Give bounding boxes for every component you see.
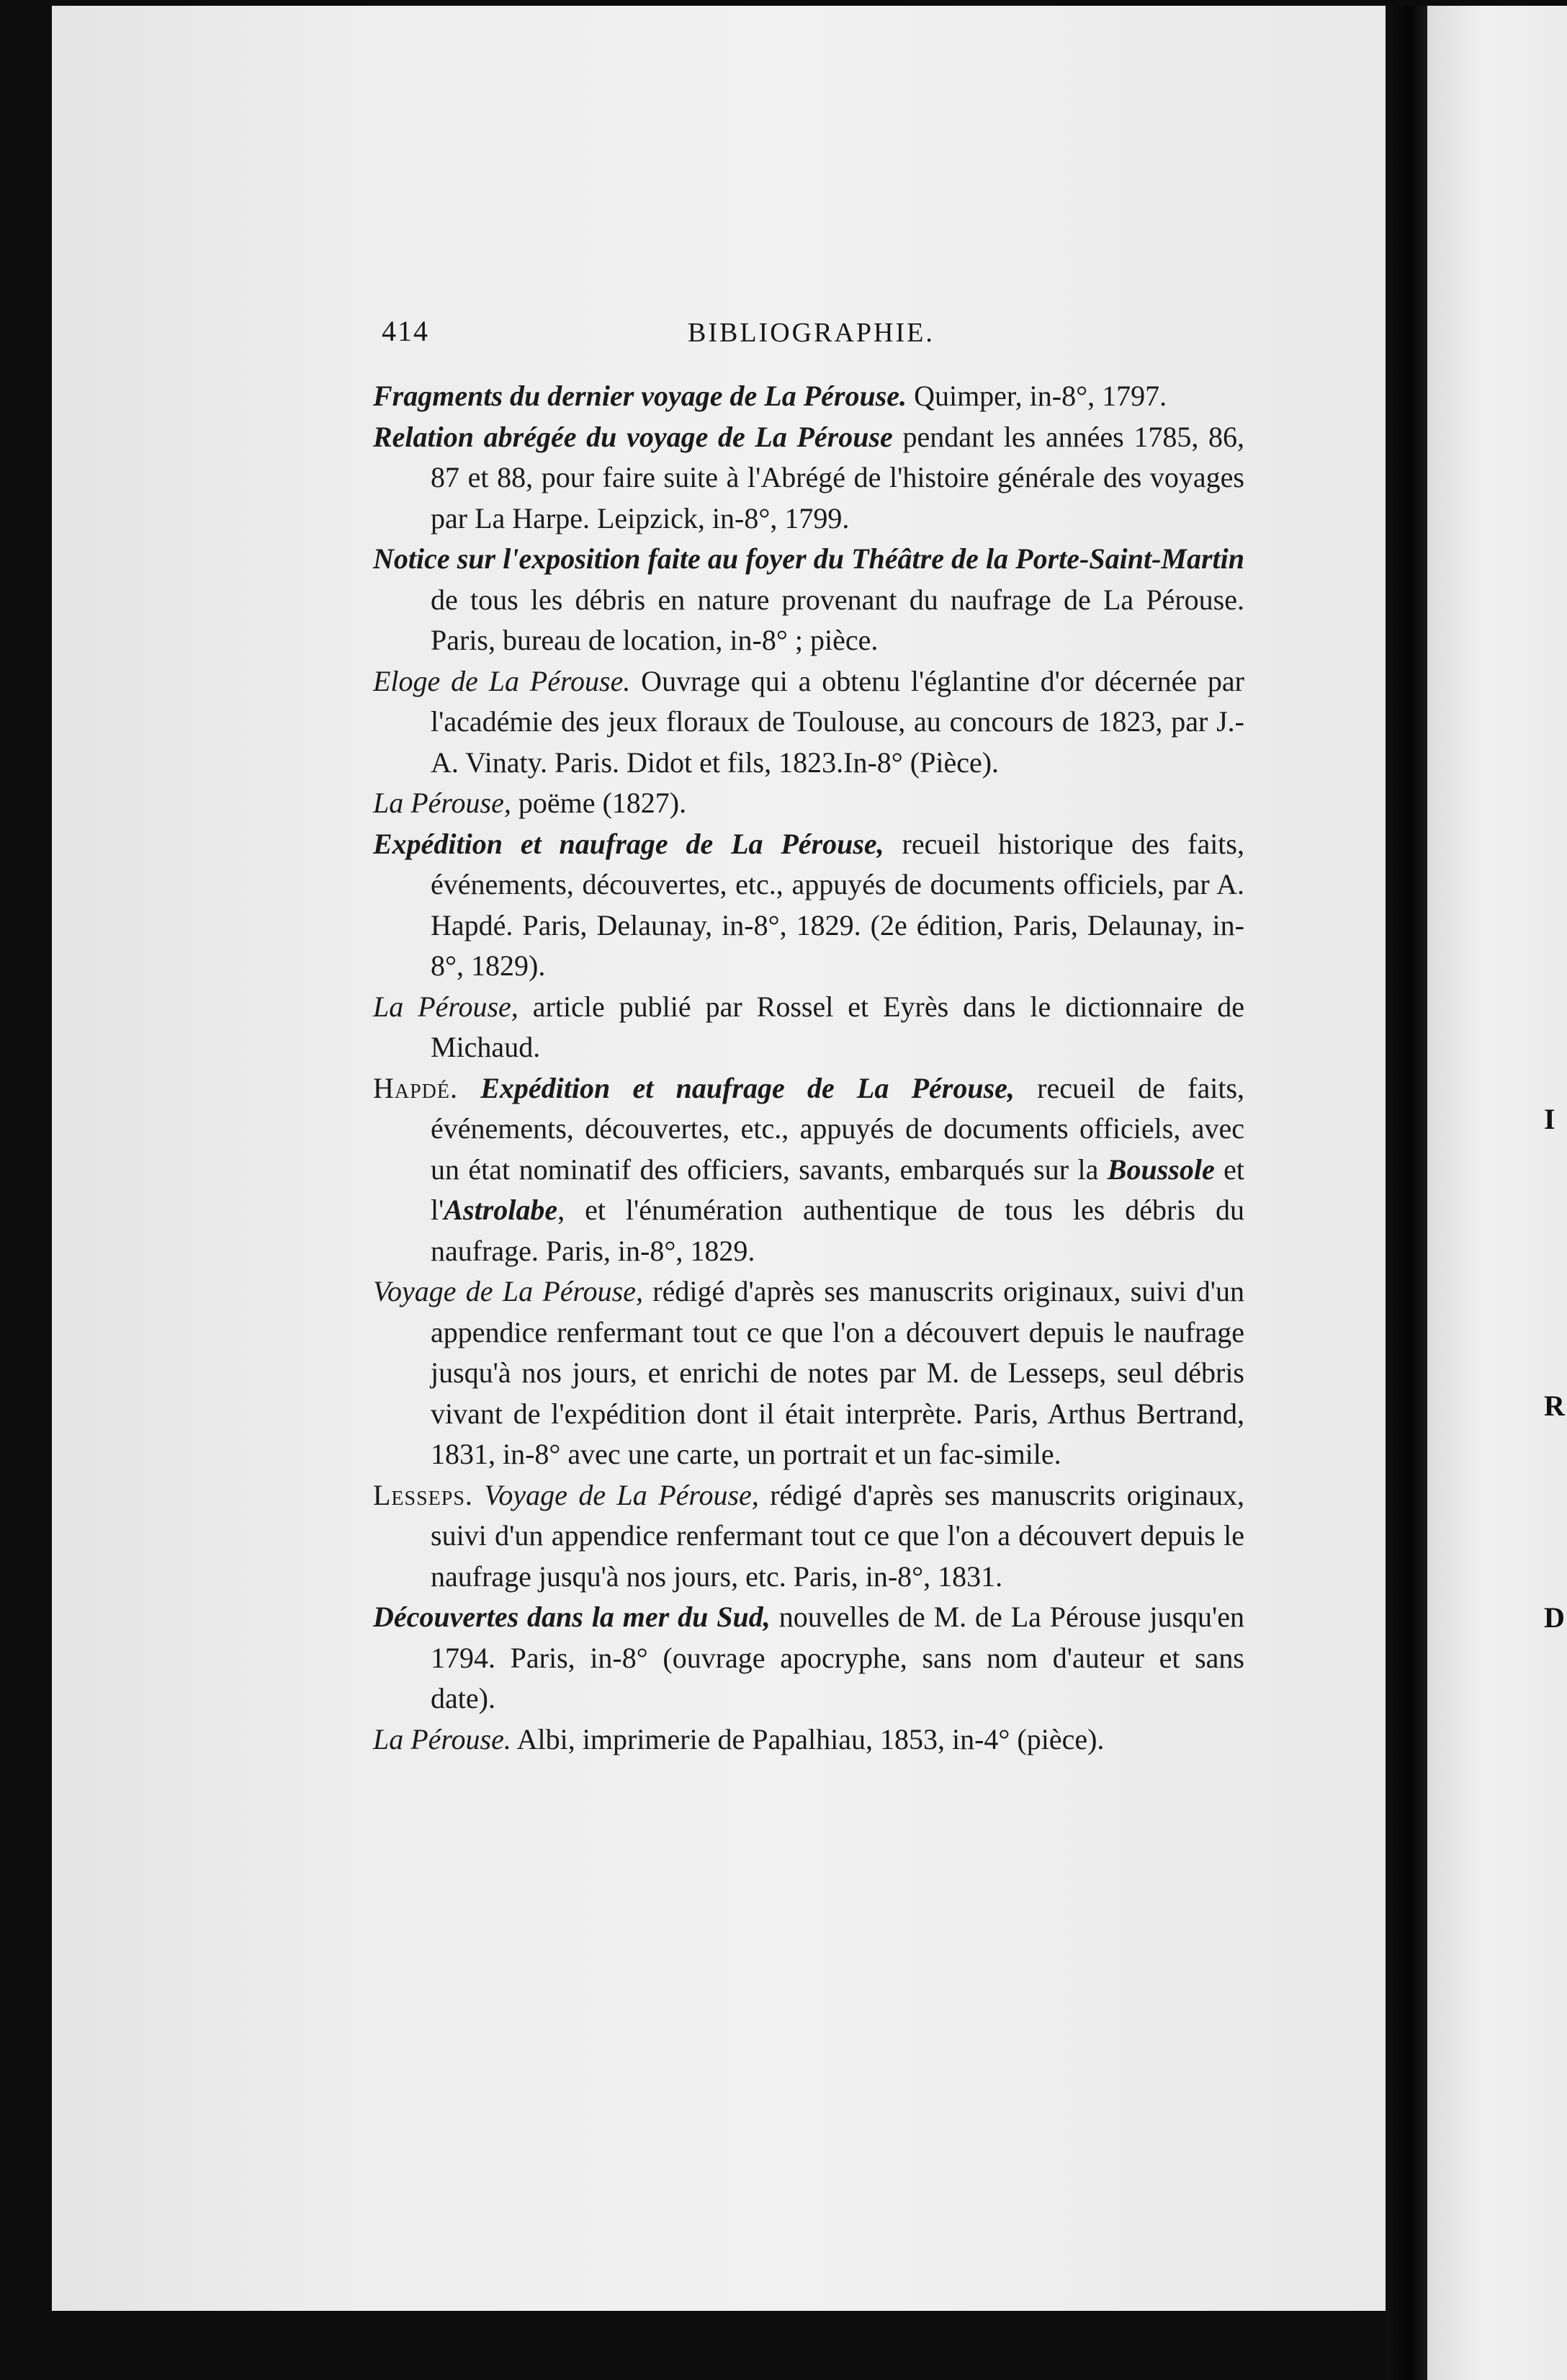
bibliography-entry [373,824,1244,987]
entry-details: , et l'énumération authentique de tous les débris du naufrage. Paris, in-8°, 1829. [431,1194,1244,1267]
entry-title: Eloge de La Pérouse. [373,664,631,697]
book-gutter [1386,6,1427,2380]
entry-author: Hapdé. [373,1071,459,1104]
bibliography-entry [373,539,1244,661]
entry-title: Notice sur l'exposition faite au foyer du Théâtre de la Porte-Saint-Martin [373,542,1244,575]
ship-name: Astrolabe [444,1194,558,1226]
entry-title: Expédition et naufrage de La Pérouse, [373,827,884,860]
entry-details: Ouvrage qui a obtenu l'églantine d'or décernée par l'académie des jeux floraux de Toulouse, au concours de 1823, par J.-A. Vinaty. Paris. Didot et fils, 1823.In-8° (Pièce). [431,664,1245,779]
bibliography-list [373,376,1244,1760]
facing-page-letter: D [1544,1601,1565,1634]
entry-details: nouvelles de M. de La Pérouse jusqu'en 1794. Paris, in-8° (ouvrage apocryphe, sans nom d'auteur et sans date). [431,1601,1245,1714]
ship-name: Boussole [1107,1153,1215,1186]
bibliography-entry [373,1719,1244,1761]
entry-details: rédigé d'après ses manuscrits originaux, suivi d'un appendice renfermant tout ce que l'on a découvert depuis le naufrage jusqu'à nos jours, etc. Paris, in-8°, 1831. [431,1478,1244,1593]
bibliography-entry [373,1597,1244,1719]
bibliography-entry [373,417,1244,540]
bibliography-entry [373,1475,1244,1598]
bibliography-entry [373,1068,1244,1272]
entry-title: La Pérouse, [373,990,518,1023]
facing-page-letter: R [1544,1390,1565,1422]
entry-title: Voyage de La Pérouse, [484,1478,759,1511]
entry-details: Quimper, in-8°, 1797. [907,380,1167,412]
entry-title: La Pérouse, [373,787,511,819]
entry-title: Découvertes dans la mer du Sud, [373,1601,771,1633]
entry-details: article publié par Rossel et Eyrès dans le dictionnaire de Michaud. [431,990,1245,1063]
entry-details: pendant les années 1785, 86, 87 et 88, pour faire suite à l'Abrégé de l'histoire générale des voyages par La Harpe. Leipzick, in-8°, 1799. [431,420,1244,534]
facing-page-edge [1427,6,1567,2380]
entry-details: recueil historique des faits, événements, découvertes, etc., appuyés de documents officiels, par A. Hapdé. Paris, Delaunay, in-8°, 1829. (2e édition, Paris, Delaunay, in-8°, 1829). [431,827,1244,982]
entry-title: Relation abrégée du voyage de La Pérouse [373,420,893,453]
entry-details: et l' [431,1153,1244,1226]
page-header [382,314,1246,357]
entry-title: La Pérouse. [373,1722,511,1755]
entry-title: Fragments du dernier voyage de La Pérouse. [373,380,907,412]
bibliography-entry [373,987,1244,1068]
entry-title: Voyage de La Pérouse, [373,1275,643,1307]
bibliography-entry [373,661,1244,784]
entry-details: rédigé d'après ses manuscrits originaux, suivi d'un appendice renfermant tout ce que l'on a découvert depuis le naufrage jusqu'à nos jours, et enrichi de notes par M. de Lesseps, seul débris vivant de l'expédition dont il était interprète. Paris, Arthus Bertrand, 1831, in-8° avec une carte, un portrait et un fac-simile. [431,1275,1245,1470]
running-title: BIBLIOGRAPHIE. [688,318,935,348]
facing-page-letter: I [1544,1103,1555,1135]
entry-details: recueil de faits, événements, découvertes, etc., appuyés de documents officiels, avec un état nominatif des officiers, savants, embarqués sur la [431,1071,1245,1186]
entry-author: Lesseps. [373,1478,473,1511]
bibliography-entry [373,1271,1244,1475]
page-number: 414 [382,315,429,347]
entry-details: Albi, imprimerie de Papalhiau, 1853, in-4° (pièce). [511,1722,1105,1755]
bibliography-entry [373,376,1244,417]
entry-details: poëme (1827). [511,787,687,819]
entry-title: Expédition et naufrage de La Pérouse, [480,1071,1015,1104]
entry-details: de tous les débris en nature provenant du naufrage de La Pérouse. Paris, bureau de location, in-8° ; pièce. [431,583,1244,656]
bibliography-entry [373,783,1244,824]
